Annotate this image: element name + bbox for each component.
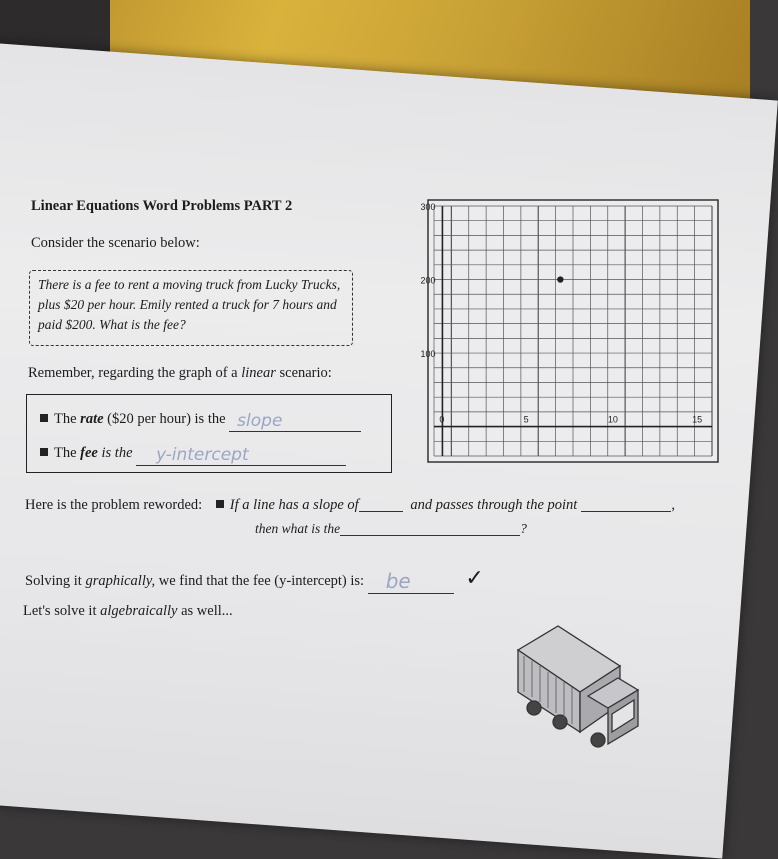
point-blank[interactable] [581,511,671,512]
checkmark-icon: ✓ [465,565,484,590]
then-blank[interactable] [340,535,520,536]
reword-if-text: If a line has a slope of [229,497,359,513]
lets-solve-word: algebraically [100,603,178,619]
reword-then-line [255,521,527,537]
consider-text: Consider the scenario below: [31,235,200,251]
rule-fee-prefix: The [54,445,77,461]
worksheet-title: Linear Equations Word Problems PART 2 [31,198,293,214]
fee-result-blank[interactable] [368,569,454,594]
solving-graphically [25,565,484,594]
y-tick-label: 200 [420,275,436,286]
reword-label: Here is the problem reworded: [25,497,203,513]
data-points [557,276,563,282]
rule-fee-suffix: is the [101,445,133,461]
y-tick-label: 300 [420,202,436,212]
rule-rate-suffix: ($20 per hour) is the [107,411,226,427]
y-tick-label: 100 [420,349,436,360]
slope-blank[interactable] [359,511,403,512]
solving-suffix: we find that the fee (y-intercept) is: [158,573,365,589]
x-tick-label: 10 [607,414,618,425]
lets-solve-suffix: as well... [181,603,233,619]
reword-then-text: then what is the [255,521,341,536]
x-tick-label: 15 [692,414,703,425]
x-tick-label: 5 [523,414,529,425]
solving-word: graphically, [85,573,156,589]
data-point [557,276,563,282]
remember-text: Remember, regarding the graph of a linear scenario: [28,365,332,381]
reword-passes-text: and passes through the point [410,497,578,513]
fee-result-handwriting: be [385,569,411,593]
rule-rate-prefix: The [54,411,77,427]
bullet-icon [216,500,224,508]
rule-fee-word: fee [80,445,98,461]
coordinate-grid-graph [420,200,718,462]
scenario-text: There is a fee to rent a moving truck from Lucky Trucks, plus $20 per hour. Emily rented a truck for 7 hours and paid $200. What is the fee? [38,277,341,332]
rule-fee [40,445,346,466]
lets-solve-prefix: Let's solve it [23,603,97,619]
truck-illustration [510,622,645,750]
fee-answer-blank[interactable] [136,445,346,466]
solving-prefix: Solving it [25,573,82,589]
rate-answer-handwriting: slope [237,411,283,431]
rate-answer-blank[interactable] [229,411,361,432]
fee-answer-handwriting: y-intercept [156,445,249,465]
lets-solve-algebraically [23,603,233,620]
rule-rate-word: rate [80,411,104,427]
question-mark: ? [520,521,527,536]
bullet-icon [40,448,48,456]
bullet-icon [40,414,48,422]
x-tick-label: 0 [439,414,445,425]
rule-rate [40,411,361,432]
reworded-problem: Here is the problem reworded: If a line has a slope of and passes through the point , [25,497,675,513]
